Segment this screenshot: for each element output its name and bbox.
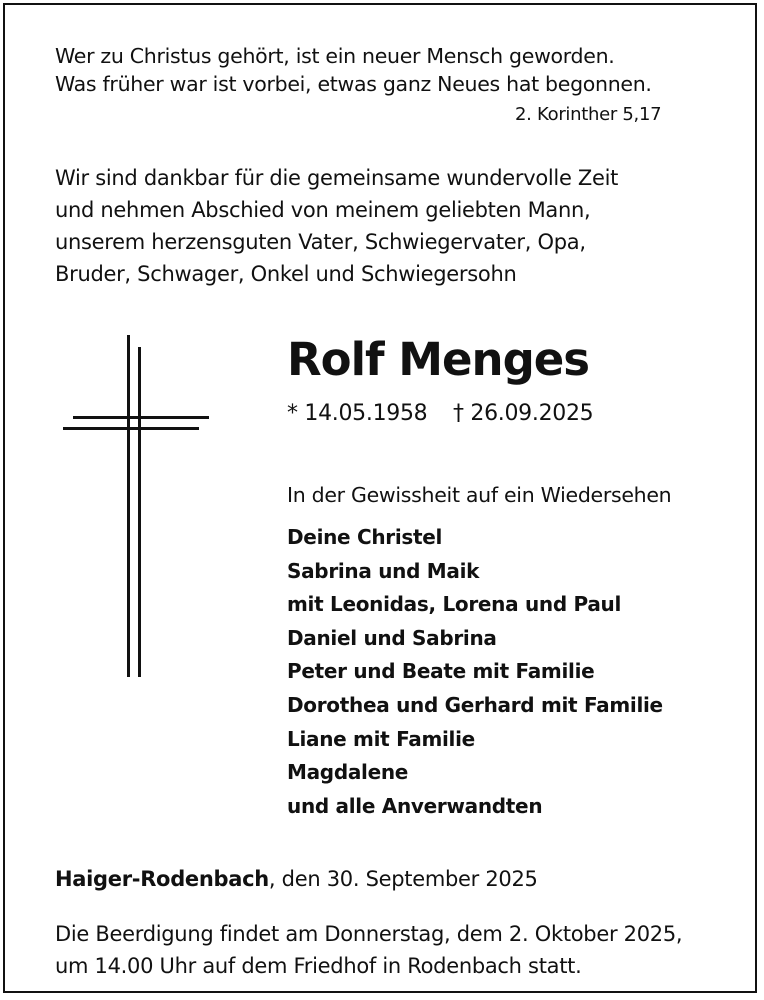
intro-line: und nehmen Abschied von meinem geliebten Mann, [55, 198, 591, 222]
intro-line: Wir sind dankbar für die gemeinsame wundervolle Zeit [55, 166, 619, 190]
intro-line: unserem herzensguten Vater, Schwiegervater, Opa, [55, 230, 586, 254]
verse-reference: 2. Korinther 5,17 [515, 104, 662, 125]
deceased-name: Rolf Menges [287, 333, 590, 386]
place-name: Haiger-Rodenbach [55, 867, 269, 891]
closing-line: In der Gewissheit auf ein Wiedersehen [287, 483, 672, 507]
place-and-date [55, 867, 538, 891]
mourner-item: und alle Anverwandten [287, 793, 543, 818]
notice-date: , den 30. September 2025 [268, 867, 538, 891]
mourner-list [287, 521, 663, 823]
mourner-item: Liane mit Familie [287, 726, 475, 751]
intro-line: Bruder, Schwager, Onkel und Schwiegersohn [55, 262, 517, 286]
funeral-line: um 14.00 Uhr auf dem Friedhof in Rodenbach statt. [55, 954, 582, 978]
mourner-item: Daniel und Sabrina [287, 625, 497, 650]
mourner-item: Magdalene [287, 760, 409, 785]
mourner-item: Peter und Beate mit Familie [287, 659, 595, 684]
birth-date: * 14.05.1958 [287, 401, 428, 426]
mourner-item: Sabrina und Maik [287, 558, 480, 583]
cross-icon [63, 335, 211, 677]
verse-line: Was früher war ist vorbei, etwas ganz Neues hat begonnen. [55, 72, 652, 96]
mourner-item: mit Leonidas, Lorena und Paul [287, 592, 622, 617]
verse-line: Wer zu Christus gehört, ist ein neuer Mensch geworden. [55, 44, 615, 68]
mourner-item: Dorothea und Gerhard mit Familie [287, 692, 663, 717]
death-date: † 26.09.2025 [453, 401, 594, 426]
obituary-notice [3, 3, 757, 993]
funeral-line: Die Beerdigung findet am Donnerstag, dem 2. Oktober 2025, [55, 922, 683, 946]
mourner-item: Deine Christel [287, 525, 443, 549]
